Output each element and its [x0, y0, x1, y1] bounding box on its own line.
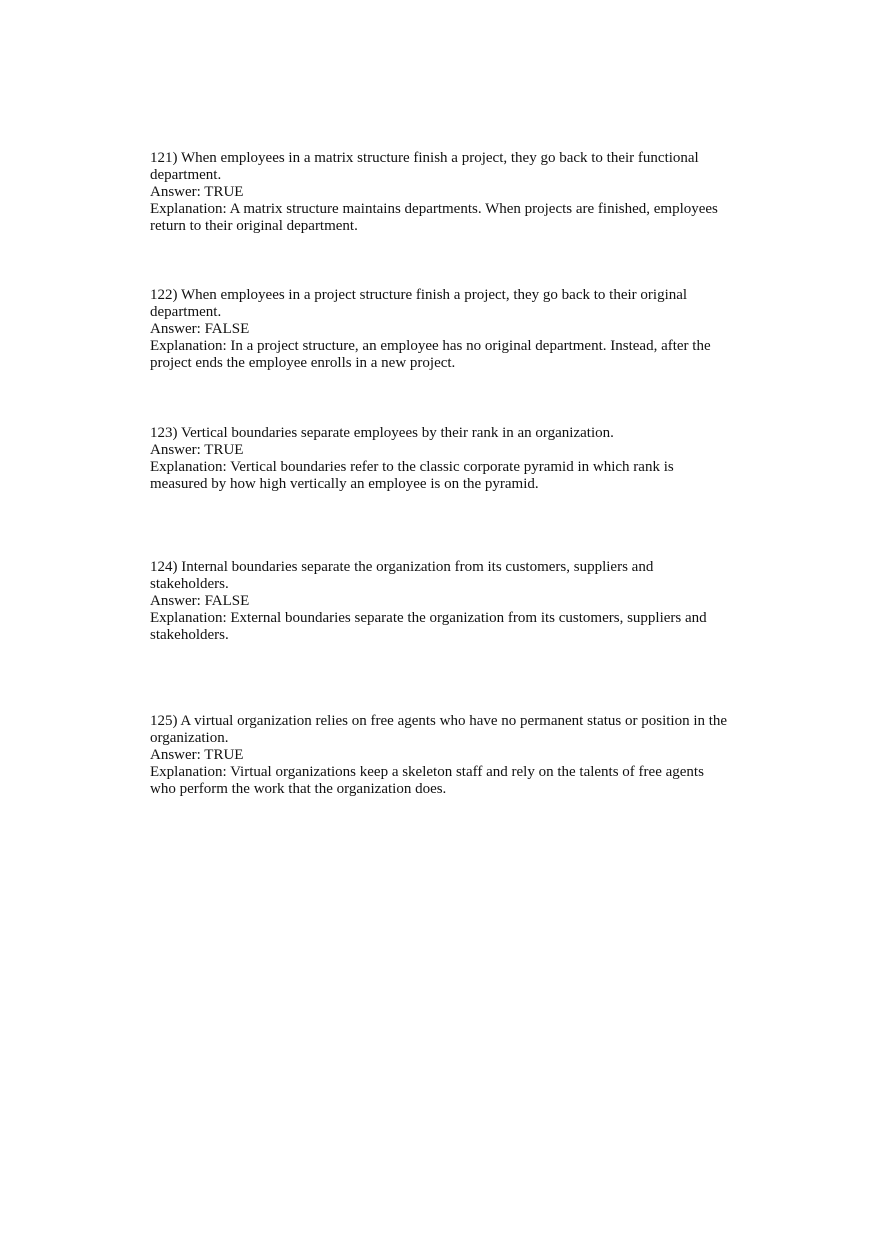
- answer-line: Answer: TRUE: [150, 184, 244, 200]
- explanation-line: Explanation: In a project structure, an employee has no original department. Instead, after the: [150, 338, 711, 354]
- question-text-line: 124) Internal boundaries separate the organization from its customers, suppliers and: [150, 559, 654, 575]
- explanation-line: Explanation: Virtual organizations keep a skeleton staff and rely on the talents of free agents: [150, 764, 704, 780]
- explanation-line: who perform the work that the organization does.: [150, 781, 447, 797]
- explanation-line: Explanation: Vertical boundaries refer to the classic corporate pyramid in which rank is: [150, 459, 674, 475]
- question-text-line: 122) When employees in a project structure finish a project, they go back to their original: [150, 287, 688, 303]
- answer-line: Answer: FALSE: [150, 593, 250, 609]
- question-121: [150, 150, 740, 235]
- question-text-line: 121) When employees in a matrix structure finish a project, they go back to their functional: [150, 150, 699, 166]
- explanation-line: Explanation: External boundaries separate the organization from its customers, suppliers and: [150, 610, 707, 626]
- question-text-line: organization.: [150, 730, 229, 746]
- question-text-line: stakeholders.: [150, 576, 229, 592]
- question-text-line: 123) Vertical boundaries separate employees by their rank in an organization.: [150, 425, 614, 441]
- question-124: [150, 559, 740, 644]
- question-text-line: department.: [150, 167, 222, 183]
- question-122: [150, 287, 740, 372]
- question-123: [150, 425, 740, 493]
- explanation-line: Explanation: A matrix structure maintains departments. When projects are finished, employees: [150, 201, 718, 217]
- explanation-line: return to their original department.: [150, 218, 358, 234]
- question-text-line: department.: [150, 304, 222, 320]
- answer-line: Answer: TRUE: [150, 747, 244, 763]
- explanation-line: project ends the employee enrolls in a new project.: [150, 355, 456, 371]
- question-text-line: 125) A virtual organization relies on free agents who have no permanent status or position in the: [150, 713, 728, 729]
- explanation-line: stakeholders.: [150, 627, 229, 643]
- question-125: [150, 713, 740, 798]
- answer-line: Answer: FALSE: [150, 321, 250, 337]
- answer-line: Answer: TRUE: [150, 442, 244, 458]
- explanation-line: measured by how high vertically an employee is on the pyramid.: [150, 476, 539, 492]
